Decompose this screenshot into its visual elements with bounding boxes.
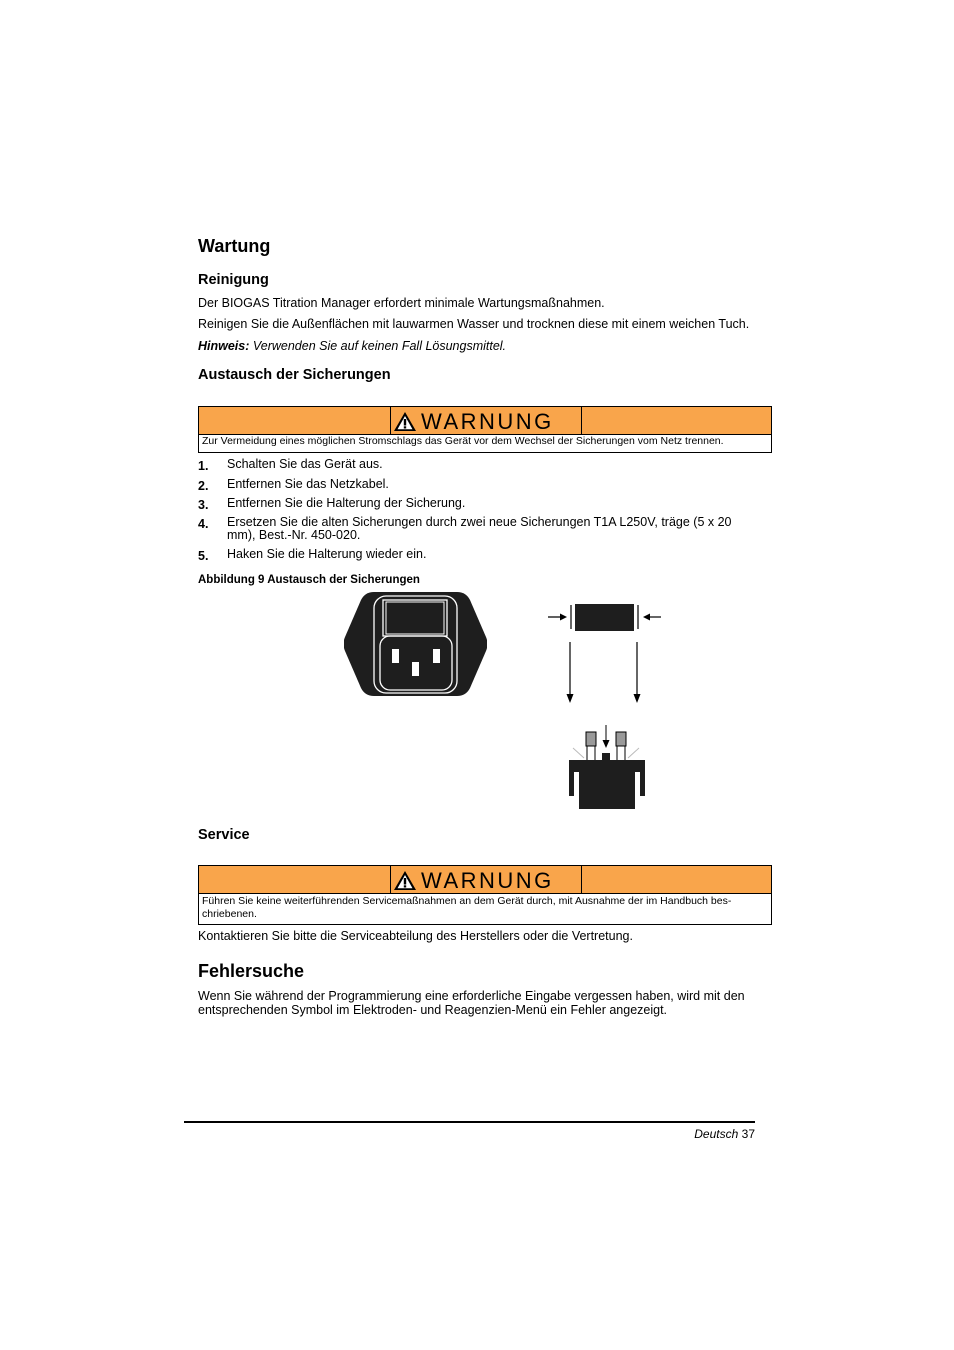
warning-box-fuse xyxy=(198,406,772,453)
cleaning-note xyxy=(198,339,506,353)
service-paragraph: Kontaktieren Sie bitte die Serviceabteilung des Herstellers oder die Vertretung. xyxy=(198,929,633,943)
cleaning-paragraph-2: Reinigen Sie die Außenflächen mit lauwarmen Wasser und trocknen diese mit einem weichen Tuch. xyxy=(198,317,750,331)
figure-caption: Abbildung 9 Austausch der Sicherungen xyxy=(198,574,420,586)
footer-rule xyxy=(184,1121,755,1123)
footer-language: Deutsch xyxy=(694,1127,739,1141)
warning-box-service xyxy=(198,865,772,925)
fuse-holder-illustration xyxy=(565,724,647,812)
page-footer xyxy=(560,1127,755,1141)
troubleshooting-paragraph: Wenn Sie während der Programmierung eine erforderliche Eingabe vergessen haben, wird mit den entsprechenden Symbol im Elektroden- und Reagenzien-Menü ein Fehler angezeigt. xyxy=(198,989,745,1017)
note-label: Hinweis: xyxy=(198,339,250,353)
warning-text: Zur Vermeidung eines möglichen Stromschlags das Gerät vor dem Wechsel der Sicherungen vom Netz trennen. xyxy=(202,435,724,447)
section-title-wartung: Wartung xyxy=(198,236,271,256)
step-number: 3. xyxy=(198,498,209,512)
step-text: Haken Sie die Halterung wieder ein. xyxy=(227,547,427,561)
step-number: 1. xyxy=(198,459,209,473)
step-number: 4. xyxy=(198,517,209,531)
section-title-fehlersuche: Fehlersuche xyxy=(198,961,305,981)
step-text: Entfernen Sie das Netzkabel. xyxy=(227,477,389,491)
cleaning-paragraph-1: Der BIOGAS Titration Manager erfordert minimale Wartungsmaßnahmen. xyxy=(198,296,605,310)
subsection-title-fuse: Austausch der Sicherungen xyxy=(198,367,391,383)
warning-header xyxy=(199,407,771,435)
page-number: 37 xyxy=(741,1127,755,1141)
warning-header xyxy=(199,866,771,894)
subsection-title-service: Service xyxy=(198,827,250,843)
warning-triangle-icon xyxy=(393,870,417,891)
power-inlet-illustration xyxy=(344,592,487,697)
warning-triangle-icon xyxy=(393,411,417,432)
step-text: Schalten Sie das Gerät aus. xyxy=(227,457,383,471)
step-text: Ersetzen Sie die alten Sicherungen durch zwei neue Sicherungen T1A L250V, träge (5 x 20 mm), Best.-Nr. 450-020. xyxy=(227,515,732,542)
subsection-title-reinigung: Reinigung xyxy=(198,272,269,288)
fuse-insertion-illustration xyxy=(545,598,665,708)
step-text: Entfernen Sie die Halterung der Sicherung. xyxy=(227,496,466,510)
step-number: 5. xyxy=(198,549,209,563)
warning-word: WARNUNG xyxy=(421,868,554,893)
warning-word: WARNUNG xyxy=(421,409,554,434)
note-text: Verwenden Sie auf keinen Fall Lösungsmittel. xyxy=(249,339,507,353)
step-number: 2. xyxy=(198,479,209,493)
warning-text: Führen Sie keine weiterführenden Servicemaßnahmen an dem Gerät durch, mit Ausnahme der im Handbuch bes- chriebenen. xyxy=(202,895,732,920)
